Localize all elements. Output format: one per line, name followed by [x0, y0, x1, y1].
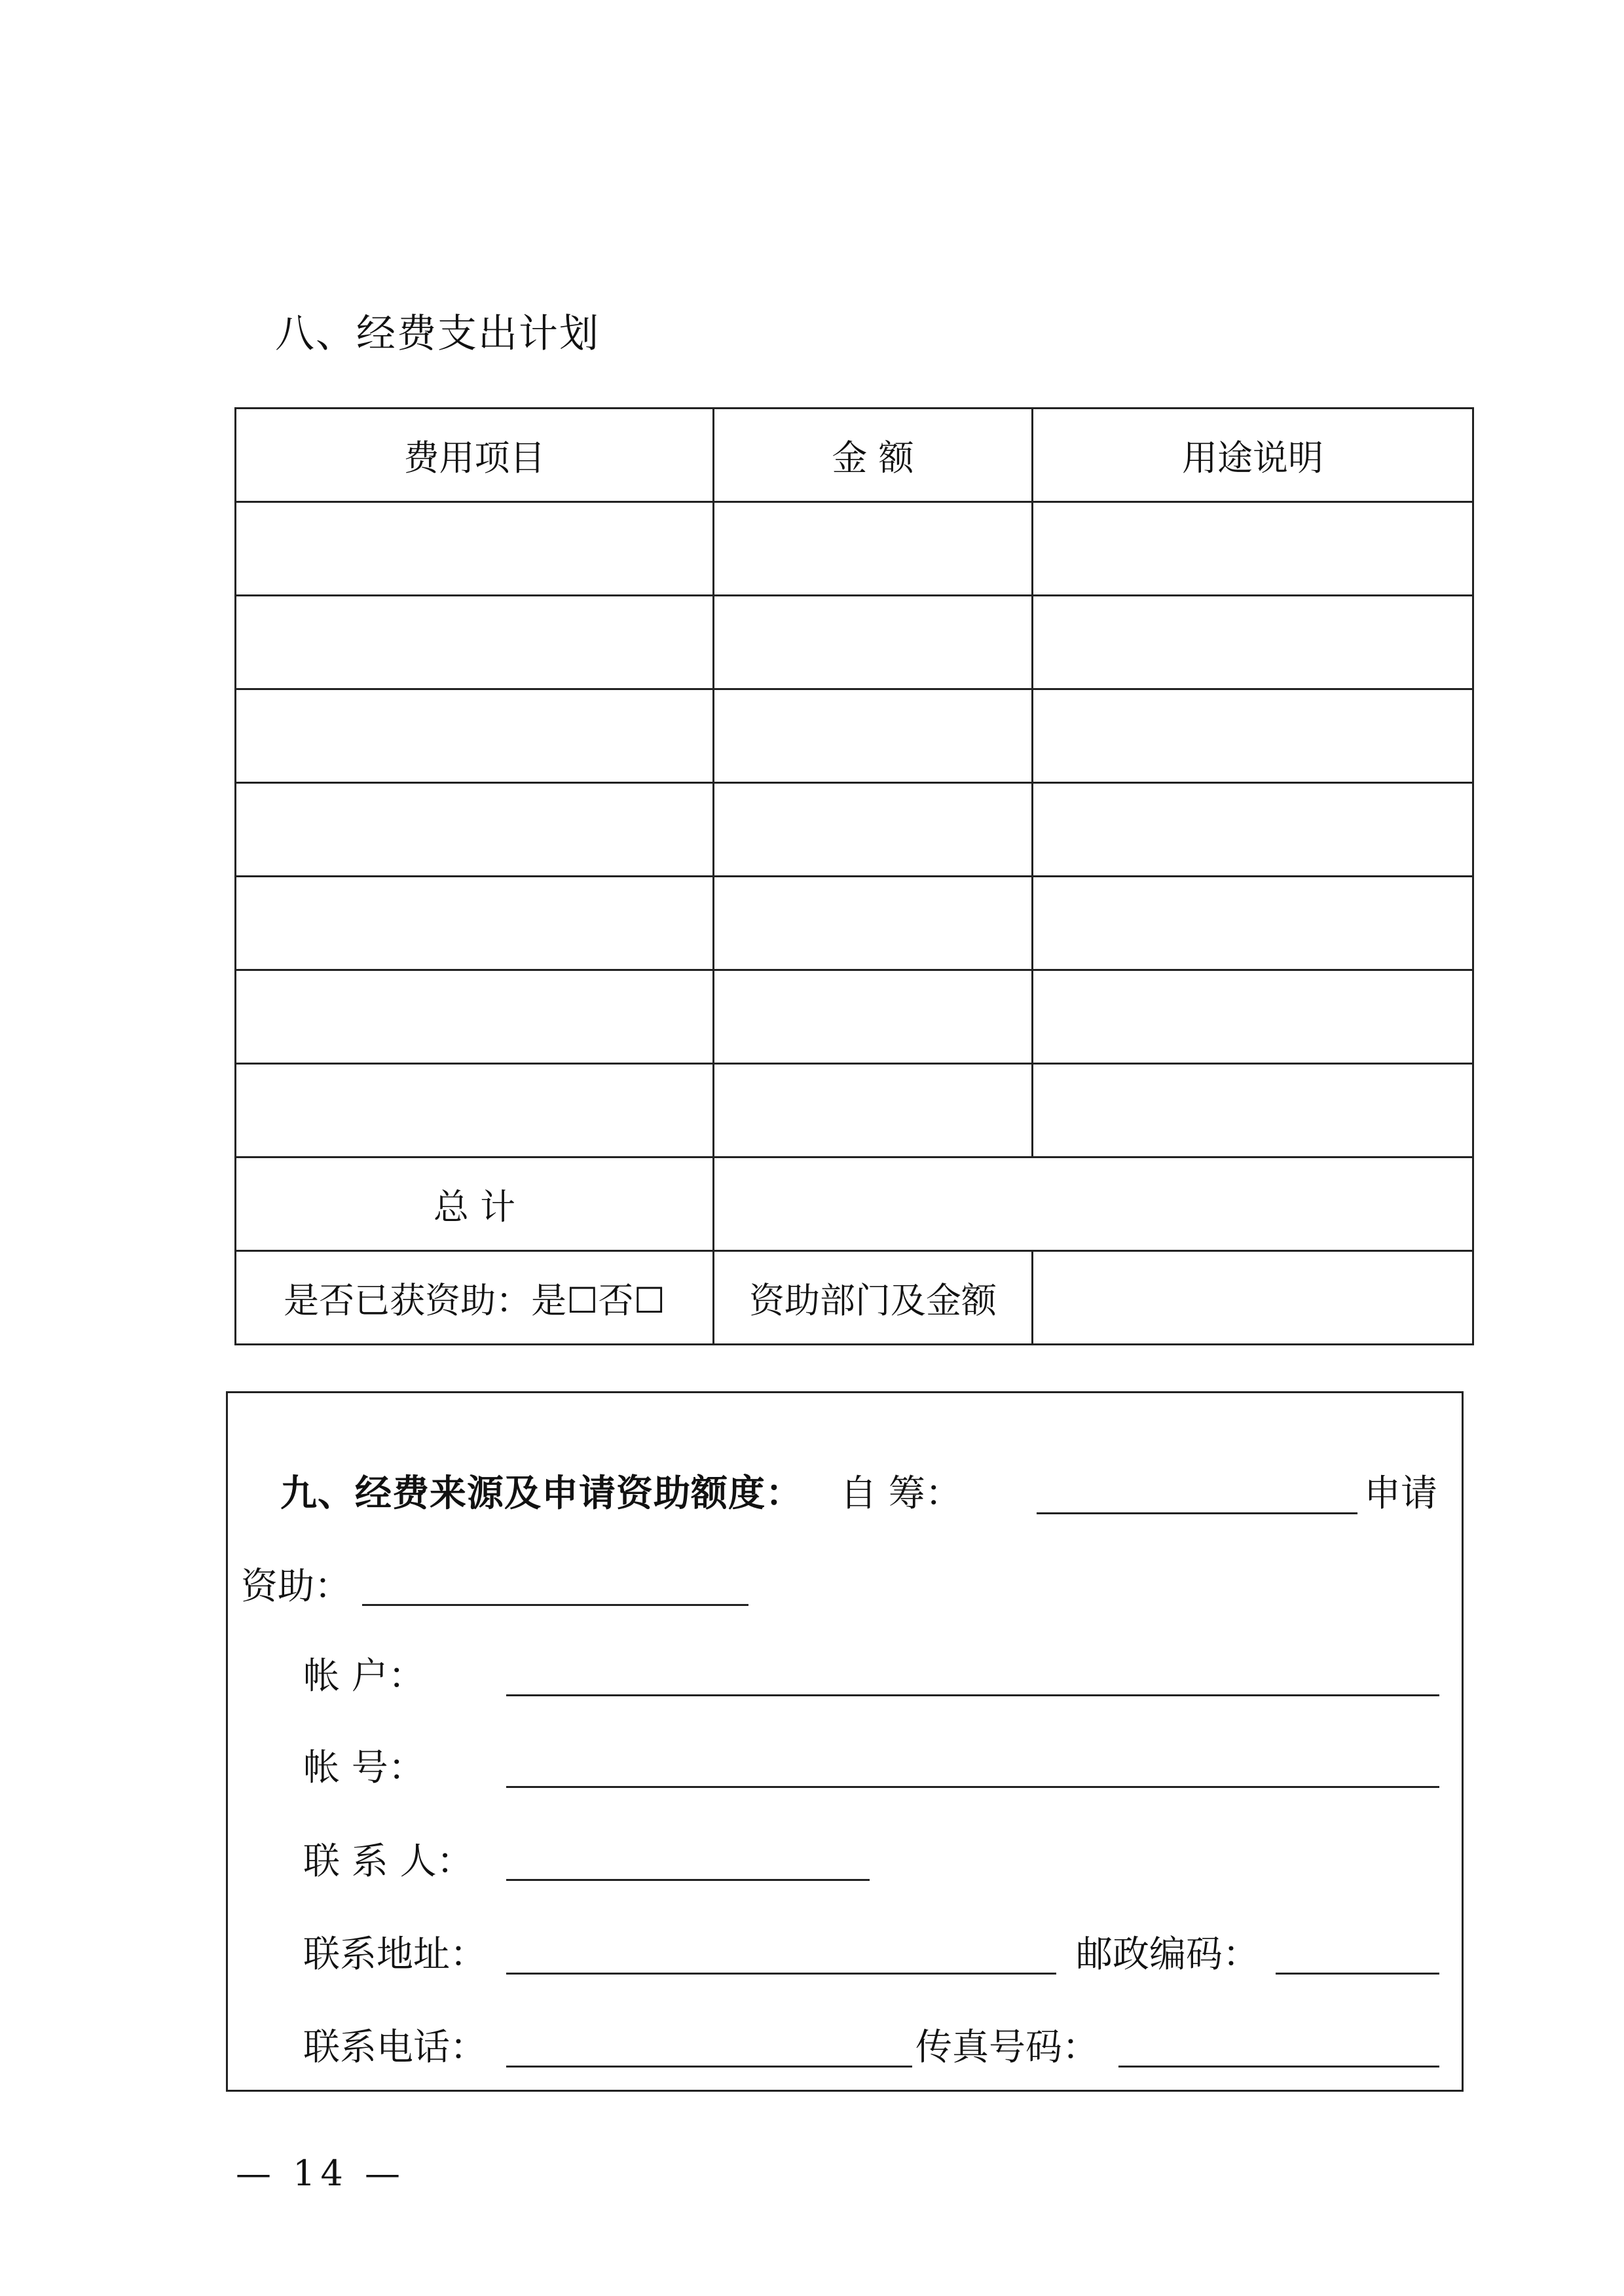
account-name-label: 帐 户： [303, 1655, 425, 1698]
funding-dept-label: 资助部门及金额 [714, 1251, 1033, 1345]
purpose-cell[interactable] [1033, 689, 1473, 783]
page-number: — 14 — [236, 2153, 406, 2194]
funding-source-box [226, 1391, 1464, 2092]
postcode-label: 邮政编码： [1076, 1933, 1259, 1976]
amount-cell[interactable] [714, 689, 1033, 783]
funding-dept-value-cell[interactable] [1033, 1251, 1473, 1345]
purpose-cell[interactable] [1033, 502, 1473, 596]
self-raised-field[interactable] [1037, 1512, 1357, 1514]
expense-item-cell[interactable] [236, 1064, 714, 1157]
phone-label: 联系电话： [303, 2026, 487, 2069]
expense-item-cell[interactable] [236, 689, 714, 783]
postcode-field[interactable] [1276, 1973, 1439, 1975]
amount-cell[interactable] [714, 783, 1033, 877]
funded-question: 是否已获资助：是☐否☐ [236, 1251, 714, 1345]
account-number-label: 帐 号： [303, 1747, 425, 1789]
self-raised-label: 自 筹： [840, 1472, 962, 1515]
fax-field[interactable] [1118, 2066, 1439, 2068]
account-number-field[interactable] [506, 1786, 1439, 1788]
budget-row [236, 970, 1473, 1064]
amount-cell[interactable] [714, 877, 1033, 970]
contact-person-field[interactable] [506, 1879, 870, 1881]
amount-cell[interactable] [714, 1064, 1033, 1157]
address-field[interactable] [506, 1973, 1056, 1975]
expense-item-cell[interactable] [236, 502, 714, 596]
apply-label: 申请 [1364, 1472, 1437, 1515]
section-9-title: 九、经费来源及申请资助额度： [280, 1472, 803, 1515]
expense-item-cell[interactable] [236, 970, 714, 1064]
budget-row [236, 783, 1473, 877]
budget-row [236, 1064, 1473, 1157]
header-purpose: 用途说明 [1033, 409, 1473, 502]
address-label: 联系地址： [303, 1933, 487, 1976]
purpose-cell[interactable] [1033, 1064, 1473, 1157]
funding-status-row [236, 1251, 1473, 1345]
amount-cell[interactable] [714, 502, 1033, 596]
expense-item-cell[interactable] [236, 596, 714, 689]
budget-row [236, 502, 1473, 596]
header-amount-text: 金 额 [832, 437, 914, 479]
budget-total-row [236, 1157, 1473, 1251]
budget-row [236, 596, 1473, 689]
amount-cell[interactable] [714, 596, 1033, 689]
budget-row [236, 689, 1473, 783]
apply-funding-label: 资助： [241, 1565, 351, 1608]
expense-item-cell[interactable] [236, 783, 714, 877]
apply-funding-field[interactable] [362, 1604, 748, 1606]
contact-person-label: 联 系 人： [303, 1840, 473, 1883]
fax-label: 传真号码： [915, 2026, 1099, 2069]
budget-header-row [236, 409, 1473, 502]
purpose-cell[interactable] [1033, 970, 1473, 1064]
amount-cell[interactable] [714, 970, 1033, 1064]
expense-item-cell[interactable] [236, 877, 714, 970]
section-8-title: 八、经费支出计划 [275, 311, 600, 357]
budget-table [234, 407, 1474, 1345]
header-amount [714, 409, 1033, 502]
budget-row [236, 877, 1473, 970]
total-label: 总 计 [236, 1157, 714, 1251]
account-name-field[interactable] [506, 1694, 1439, 1696]
purpose-cell[interactable] [1033, 877, 1473, 970]
phone-field[interactable] [506, 2066, 912, 2068]
purpose-cell[interactable] [1033, 596, 1473, 689]
total-value-cell[interactable] [714, 1157, 1473, 1251]
header-expense-item: 费用项目 [236, 409, 714, 502]
purpose-cell[interactable] [1033, 783, 1473, 877]
